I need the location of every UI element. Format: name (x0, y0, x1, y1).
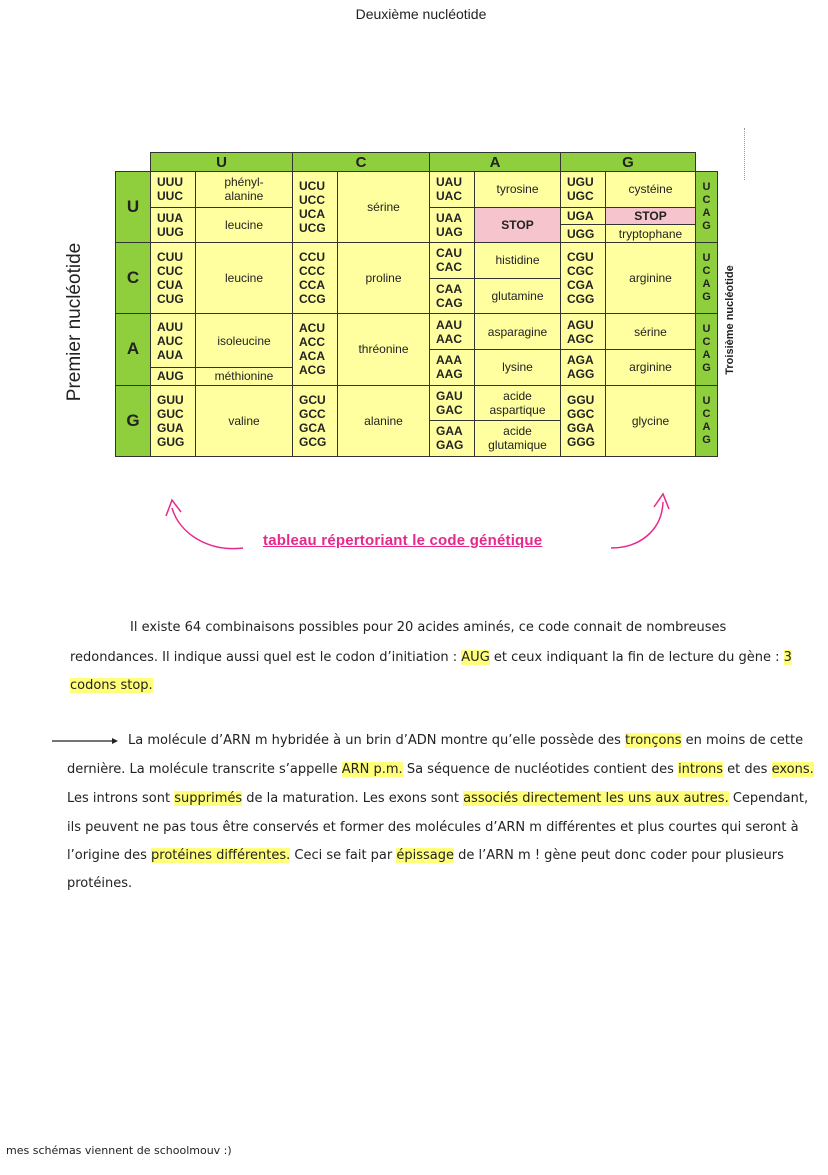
p2-text: La molécule d’ARN m hybridée à un brin d’ADN montre qu’elle possède des (128, 733, 626, 748)
cell-line: U (702, 323, 711, 336)
p2-text: Ceci se fait par (290, 848, 397, 863)
cell-line: CAA (436, 282, 462, 297)
p2-line-6: protéines. (67, 876, 133, 891)
cell-line: CUC (157, 264, 183, 279)
p2-text: et des (723, 762, 772, 777)
highlight-arn-pm: ARN p.m. (341, 762, 403, 777)
cell-line: AUG (157, 369, 184, 384)
cell-line: AAU (436, 317, 462, 332)
cell-line: tryptophane (618, 226, 683, 241)
column-header-u: U (151, 153, 293, 172)
cell-line: GAU (436, 388, 463, 403)
cell-line: GUA (157, 420, 184, 435)
cell-line: GAG (436, 438, 464, 453)
cell-line: GGC (567, 406, 595, 421)
cell-line: C (702, 194, 711, 207)
p2-text: en moins de cette (681, 733, 804, 748)
p1-line-2 (70, 650, 792, 665)
cell-line: UUU (157, 175, 183, 190)
cell-line: GCG (299, 434, 327, 449)
cell-line: GUU (157, 392, 184, 407)
cell-line: UAC (436, 189, 462, 204)
cell-line: leucine (224, 271, 264, 286)
cell-line: cystéine (628, 182, 673, 197)
column-header-c: C (293, 153, 430, 172)
cell-line: G (702, 291, 711, 304)
cell-line: AGA (567, 353, 594, 368)
cell-line: C (702, 265, 711, 278)
cell-line: proline (365, 271, 402, 286)
cell-line: UCC (299, 193, 325, 208)
cell-line: CUG (157, 292, 184, 307)
cell-line: phényl- (224, 175, 264, 190)
right-arrowhead (654, 494, 669, 509)
cell-line: AAG (436, 367, 463, 382)
cell-line: CGG (567, 292, 595, 307)
cell-line: GCC (299, 406, 326, 421)
cell-line: ACC (299, 335, 325, 350)
highlight-associes: associés directement les uns aux autres. (463, 791, 729, 806)
table-left-title: Premier nucléotide (64, 242, 85, 402)
cell-line: AGC (567, 331, 594, 346)
cell-line: GUC (157, 406, 184, 421)
p2-line-3 (67, 791, 808, 806)
cell-line: valine (228, 413, 260, 428)
cell-line: UGA (567, 208, 594, 223)
cell-line: C (702, 407, 711, 420)
cell-line: GAA (436, 424, 463, 439)
cell-line: UAG (436, 224, 463, 239)
cell-line: A (702, 278, 711, 291)
cell-line: AAC (436, 331, 462, 346)
p2-line-4: ils peuvent ne pas tous être conservés et former des molécules d’ARN m différentes et plus courtes qui seront à (67, 820, 799, 835)
cell-line: U (702, 394, 711, 407)
cell-line: STOP (501, 217, 534, 232)
cell-line: AAA (436, 353, 462, 368)
cell-line: CCG (299, 292, 326, 307)
highlight-exons: exons. (771, 762, 814, 777)
cell-line: CUU (157, 250, 183, 265)
cell-line: GGA (567, 420, 595, 435)
cell-line: AUU (157, 319, 183, 334)
cell-line: AGU (567, 317, 594, 332)
cell-line: CCU (299, 250, 325, 265)
cell-line: UGC (567, 189, 594, 204)
cell-line: CGC (567, 264, 594, 279)
p2-text: de l’ARN m ! gène peut donc coder pour plusieurs (454, 848, 784, 863)
highlight-supprimes: supprimés (174, 791, 243, 806)
cell-line: CCC (299, 264, 325, 279)
cell-line: asparagine (487, 324, 548, 339)
cell-line: STOP (634, 208, 667, 223)
first-nucleotide-a: A (116, 314, 151, 385)
first-nucleotide-u: U (116, 172, 151, 243)
p1-line-1: Il existe 64 combinaisons possibles pour 20 acides aminés, ce code connait de nombreuses (130, 620, 727, 635)
cell-line: UUC (157, 189, 183, 204)
p2-text: dernière. La molécule transcrite s’appelle (67, 762, 342, 777)
cell-line: CGU (567, 250, 594, 265)
bullet-arrowhead (112, 738, 118, 744)
cell-line: arginine (629, 360, 672, 375)
cell-line: GGU (567, 392, 595, 407)
p1-text: et ceux indiquant la fin de lecture du gène : (489, 650, 784, 665)
cell-line: histidine (495, 253, 540, 268)
left-curved-arrow (172, 508, 243, 549)
cell-line: CUA (157, 278, 183, 293)
cell-line: AUA (157, 347, 183, 362)
cell-line: C (702, 336, 711, 349)
p2-text: Sa séquence de nucléotides contient des (402, 762, 679, 777)
p2-text: de la maturation. Les exons sont (242, 791, 464, 806)
p2-line-2 (67, 762, 814, 777)
cell-line: UCU (299, 179, 325, 194)
cell-line: UGG (567, 226, 595, 241)
cell-line: GAC (436, 402, 463, 417)
column-header-a: A (430, 153, 561, 172)
cell-line: CAC (436, 260, 462, 275)
cell-line: CAG (436, 296, 463, 311)
highlight-aug: AUG (461, 650, 490, 665)
table-right-title: Troisième nucléotide (724, 265, 736, 375)
cell-line: thréonine (358, 342, 409, 357)
first-nucleotide-c: C (116, 243, 151, 314)
cell-line: AGG (567, 367, 595, 382)
p1-line-3 (70, 678, 153, 693)
highlight-codons-stop: codons stop. (70, 678, 153, 693)
cell-line: UUG (157, 224, 184, 239)
cell-line: UAU (436, 175, 462, 190)
cell-line: G (702, 220, 711, 233)
cell-line: GCU (299, 392, 326, 407)
cell-line: U (702, 252, 711, 265)
cell-line: G (702, 433, 711, 446)
cell-line: glutamine (491, 289, 544, 304)
cell-line: ACG (299, 363, 326, 378)
cell-line: G (702, 362, 711, 375)
cell-line: leucine (224, 217, 264, 232)
cell-line: UGU (567, 175, 594, 190)
cell-line: U (702, 181, 711, 194)
cell-line: glutamique (488, 438, 547, 453)
cell-line: ACA (299, 349, 325, 364)
p2-text: l’origine des (67, 848, 152, 863)
cell-line: alanine (364, 413, 403, 428)
column-header-g: G (561, 153, 696, 172)
cell-line: lysine (502, 360, 533, 375)
table-caption: tableau répertoriant le code génétique (263, 532, 543, 549)
cell-line: arginine (629, 271, 672, 286)
highlight-introns: introns (678, 762, 724, 777)
p2-text: Les introns sont (67, 791, 175, 806)
highlight-proteines: protéines différentes. (151, 848, 291, 863)
highlight-3: 3 (783, 650, 792, 665)
cell-line: AUC (157, 333, 183, 348)
cell-line: UAA (436, 210, 462, 225)
cell-line: GGG (567, 434, 596, 449)
cell-line: UCA (299, 207, 325, 222)
highlight-troncons: tronçons (625, 733, 682, 748)
cell-line: GCA (299, 420, 326, 435)
cell-line: sérine (367, 200, 400, 215)
cell-line: UCG (299, 221, 326, 236)
cell-line: CGA (567, 278, 594, 293)
cell-line: isoleucine (217, 333, 271, 348)
highlight-epissage: épissage (396, 848, 454, 863)
p2-line-1 (128, 733, 803, 748)
cell-line: sérine (634, 324, 667, 339)
right-curved-arrow (611, 502, 663, 548)
cell-line: CCA (299, 278, 325, 293)
cell-line: glycine (631, 413, 670, 428)
cell-line: ACU (299, 321, 325, 336)
cell-line: A (702, 207, 711, 220)
cell-line: GUG (157, 434, 185, 449)
cell-line: CAU (436, 246, 462, 261)
cell-line: méthionine (214, 369, 274, 384)
p1-text: redondances. Il indique aussi quel est le codon d’initiation : (70, 650, 462, 665)
cell-line: A (702, 420, 711, 433)
p2-text: Cependant, (728, 791, 809, 806)
table-top-title: Deuxième nucléotide (355, 6, 487, 22)
footer-credit: mes schémas viennent de schoolmouv :) (6, 1144, 232, 1157)
p2-line-5 (67, 848, 784, 863)
cell-line: UUA (157, 210, 183, 225)
cell-line: tyrosine (496, 182, 539, 197)
cell-line: A (702, 349, 711, 362)
cell-line: aspartique (489, 402, 546, 417)
first-nucleotide-g: G (116, 385, 151, 456)
cell-line: acide (503, 424, 532, 439)
cell-line: acide (503, 388, 532, 403)
cell-line: alanine (224, 189, 264, 204)
